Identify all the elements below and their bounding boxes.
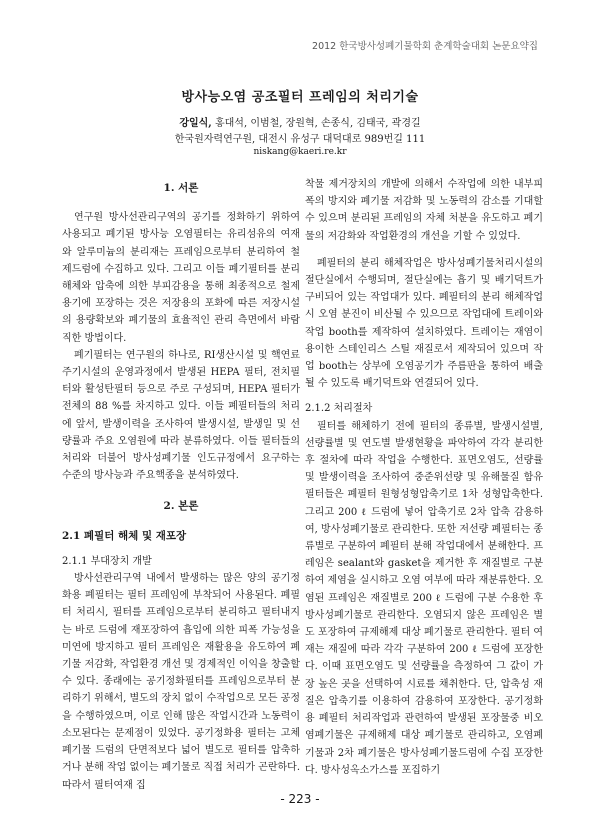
left-column — [62, 176, 300, 794]
page-number: - 223 - — [280, 792, 320, 806]
co-authors: 홍대석, 이범철, 장원혁, 손종식, 김태국, 곽경길 — [211, 118, 421, 129]
section-heading-main: 2. 본론 — [163, 500, 199, 513]
paragraph: 필터를 해체하기 전에 필터의 종류별, 발생시설별, 선량률별 및 연도별 발생현황을 파악하여 각각 분리한 후 절차에 따라 작업을 수행한다. 표면오염도, 선량률 및 발생이력을 조사하여 중준위선량 및 유해물질 함유 필터들은 폐필터 원형성형압축기로 1차 성형압축한다. 그리고 200 ℓ 드럼에 넣어 압축기로 2차 압축 감용하여, 방사성폐기물로 관리한다. 또한 저선량 폐필터는 종류별로 구분하여 폐필터 분해 작업대에서 분해한다. 프레임은 sealant와 gasket을 제거한 후 재질별로 구분하여 제염을 실시하고 오염 여부에 따라 재분류한다. 오염된 프레임은 재질별로 200 ℓ 드럼에 구분 수용한 후 방사성폐기물로 관리한다. 오염되지 않은 프레임은 별도 포장하여 규제해제 대상 폐기물로 관리한다. 필터 여재는 재질에 따라 각각 구분하여 200 ℓ 드럼에 포장한다. 이때 표면오염도 및 선량률을 측정하여 그 값이 가장 높은 곳을 선택하여 시료를 채취한다. 단, 압축성 재질은 압축기를 이용하여 감용하여 포장한다. 공기정화용 폐필터 처리작업과 관련하여 발생된 포장물중 비오염폐기물은 규제해제 대상 폐기물로 관리하고, 오염폐기물과 2차 폐기물은 방사성폐기물드럼에 수집 포장한다. 방사성옥소가스를 포집하기 — [305, 420, 543, 776]
paragraph: 폐필터의 분리 해체작업은 방사성폐기물처리시설의 절단실에서 수행되며, 절단실에는 흡기 및 배기덕트가 구비되어 있는 작업대가 있다. 폐필터의 분리 해체작업시 오염 분진이 비산될 수 있으므로 작업대에 트레이와 작업 booth를 제작하여 설치하였다. 트레이는 재염이 용이한 스테인리스 스틸 재질로서 제작되어 있으며 작업 booth는 상부에 오염공기가 주름판을 통하여 배출될 수 있도록 배기덕트와 연결되어 있다. — [305, 257, 543, 390]
section-heading-introduction: 1. 서론 — [163, 182, 199, 194]
paragraph: 연구원 방사선관리구역의 공기를 정화하기 위하여 사용되고 폐기된 방사능 오염필터는 유리섬유의 여재와 알루미늄의 분리재는 프레임으로부터 분리하여 철제드럼에 수집하고 있다. 그리고 이들 폐기필터를 분리해체와 압축에 의한 부피감용을 통해 최종적으로 철제용기에 포장하는 것은 저장용의 포화에 따른 저장시설의 용량확보와 폐기물의 효율적인 관리 측면에서 바람직한 방법이다. — [62, 212, 300, 344]
right-column — [305, 176, 543, 779]
paragraph: 방사선관리구역 내에서 발생하는 많은 양의 공기정화용 폐필터는 필터 프레임에 부착되어 사용된다. 폐필터 처리시, 필터를 프레임으로부터 분리하고 필터내지는 바로 드럼에 재포장하여 흡입에 의한 피폭 가능성을 미연에 방지하고 필터 프레임은 재활용을 유도하여 폐기물 저감화, 작업환경 개선 및 경제적인 이익을 창출할 수 있다. 종래에는 공기정화필터를 프레임으로부터 분리하기 위해서, 별도의 장치 없이 수작업으로 모든 공정을 수행하였으며, 이로 인해 많은 작업시간과 노동력이 소모된다는 문제점이 있었다. 공기정화용 필터는 고체 폐기물 드럼의 단면적보다 넓어 별도로 필터를 압축하거나 분해 작업 없이는 폐기물로 직접 처리가 곤란하다. 따라서 필터여재 집 — [62, 573, 300, 791]
lead-author: 강일식, — [179, 118, 212, 129]
paragraph: 착물 제거장치의 개발에 의해서 수작업에 의한 내부피폭의 방지와 폐기물 저감화 및 노동력의 감소를 기대할 수 있으며 분리된 프레임의 자체 처분을 유도하고 폐기물의 저감화와 작업환경의 개선을 기할 수 있었다. — [305, 179, 543, 242]
affiliation: 한국원자력연구원, 대전시 유성구 대덕대로 989번길 111 — [174, 134, 426, 145]
subsubsection-heading: 2.1.2 처리절차 — [305, 403, 373, 415]
running-header: 2012 한국방사성폐기물학회 춘계학술대회 논문요약집 — [312, 41, 538, 52]
subsubsection-heading: 2.1.1 부대장치 개발 — [62, 555, 152, 567]
author-email: niskang@kaeri.re.kr — [253, 147, 347, 157]
paper-title: 방사능오염 공조필터 프레임의 처리기술 — [181, 90, 419, 105]
paragraph: 폐기필터는 연구원의 하나로, RI생산시설 및 핵연료주기시설의 운영과정에서 발생된 HEPA 필터, 전치필터와 활성탄필터 등으로 주로 구성되며, HEPA 필터가 전체의 88 %를 차지하고 있다. 이들 폐필터들의 처리에 앞서, 발생이력을 조사하여 발생시설, 발생일 및 선량률과 주요 오염원에 따라 분류하였다. 이들 필터들의 처리와 더불어 방사성폐기물 인도규정에서 요구하는 수준의 방사능과 주요핵종을 분석하였다. — [62, 349, 300, 482]
author-list — [0, 114, 600, 129]
subsection-heading: 2.1 폐필터 해체 및 재포장 — [62, 529, 187, 542]
